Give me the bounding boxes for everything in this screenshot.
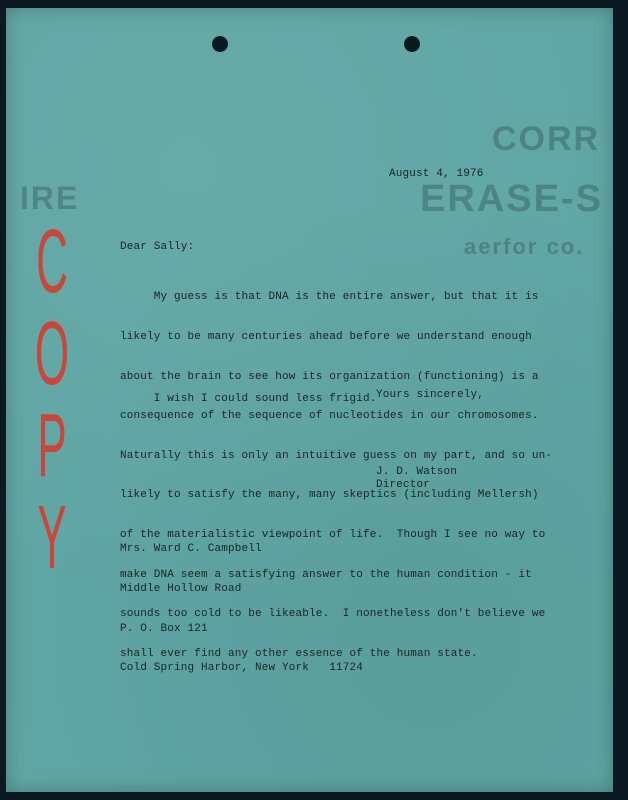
body-line: of the materialistic viewpoint of life. Though I see no way to bbox=[120, 529, 546, 542]
body-line: consequence of the sequence of nucleotides in our chromosomes. bbox=[120, 410, 539, 423]
body-line: make DNA seem a satisfying answer to the human condition - it bbox=[120, 568, 532, 581]
copy-stamp-letter: O bbox=[34, 303, 70, 405]
recipient-address bbox=[120, 517, 363, 702]
salutation: Dear Sally: bbox=[120, 241, 195, 253]
signature-title: Director bbox=[376, 479, 431, 491]
punch-hole-right bbox=[404, 36, 420, 52]
letter-body-paragraph-2: I wish I could sound less frigid. bbox=[120, 393, 377, 405]
letter-sheet bbox=[6, 8, 613, 792]
show-through-text-4: IRE bbox=[20, 180, 80, 216]
body-line: sounds too cold to be likeable. I nonetheless don't believe we bbox=[120, 608, 546, 621]
copy-stamp bbox=[34, 211, 70, 589]
body-line: My guess is that DNA is the entire answer, but that it is bbox=[120, 291, 539, 304]
show-through-text-3: aerfor co. bbox=[464, 234, 585, 259]
closing: Yours sincerely, bbox=[376, 389, 485, 401]
address-line: Middle Hollow Road bbox=[120, 583, 242, 596]
letter-date: August 4, 1976 bbox=[389, 168, 484, 180]
address-line: Cold Spring Harbor, New York 11724 bbox=[120, 662, 364, 675]
body-line: about the brain to see how its organization (functioning) is a bbox=[120, 370, 539, 383]
show-through-text-1: CORR bbox=[492, 120, 601, 158]
copy-stamp-letter: P bbox=[37, 395, 67, 497]
address-line: P. O. Box 121 bbox=[120, 622, 208, 635]
copy-stamp-letter: C bbox=[36, 211, 68, 313]
body-line: shall ever find any other essence of the human state. bbox=[120, 647, 478, 660]
copy-stamp-letter: Y bbox=[37, 487, 67, 589]
body-line: Naturally this is only an intuitive guess on my part, and so un- bbox=[120, 449, 553, 462]
body-line: likely to be many centuries ahead before we understand enough bbox=[120, 331, 532, 344]
address-line: Mrs. Ward C. Campbell bbox=[120, 543, 262, 556]
show-through-text-2: ERASE-S bbox=[420, 178, 603, 220]
signature-name: J. D. Watson bbox=[376, 466, 458, 478]
body-line: likely to satisfy the many, many skeptics (including Mellersh) bbox=[120, 489, 539, 502]
punch-hole-left bbox=[212, 36, 228, 52]
